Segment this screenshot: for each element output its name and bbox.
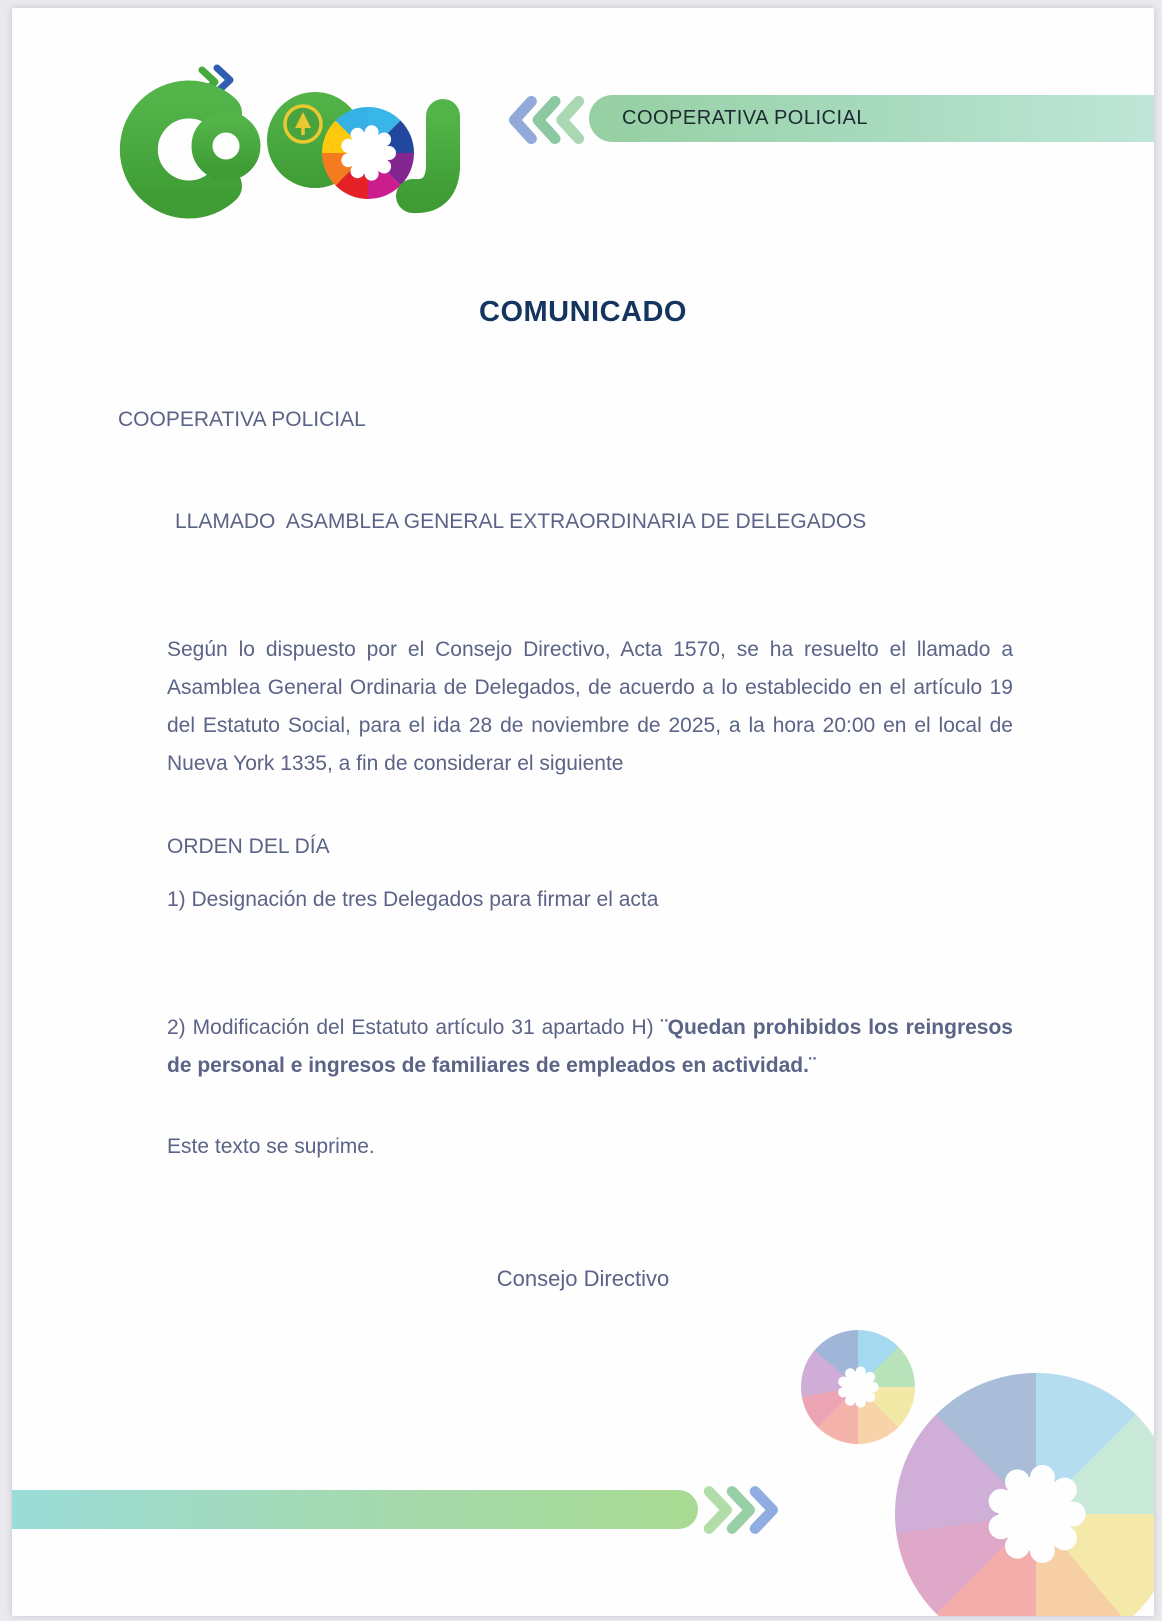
page-title: COMUNICADO: [479, 296, 687, 328]
banner-label: COOPERATIVA POLICIAL: [622, 107, 868, 129]
document-page: [12, 8, 1154, 1616]
header-banner: [12, 95, 1154, 143]
banner-chevrons-icon: [506, 97, 582, 143]
banner-pill: [589, 95, 1154, 142]
bottom-gradient-bar: [12, 1490, 698, 1529]
gear-icon: [832, 1361, 884, 1413]
org-line: COOPERATIVA POLICIAL: [118, 408, 366, 431]
closing-note: Este texto se suprime.: [167, 1135, 375, 1158]
agenda-item-2-bold: ¨Quedan prohibidos los reingresos de personal e ingresos de familiares de empleados en actividad.¨: [167, 1016, 1013, 1077]
signature: Consejo Directivo: [496, 1266, 670, 1291]
section-heading: LLAMADO ASAMBLEA GENERAL EXTRAORDINARIA DE DELEGADOS: [175, 510, 867, 533]
puzzle-decoration-small: [801, 1330, 915, 1444]
agenda-item-2-text: 2) Modificación del Estatuto artículo 31 apartado H): [167, 1016, 661, 1039]
gear-icon: [974, 1452, 1098, 1576]
bottom-chevrons-icon: [702, 1487, 778, 1533]
agenda-item-1: 1) Designación de tres Delegados para firmar el acta: [167, 888, 659, 911]
body-paragraph: Según lo dispuesto por el Consejo Directivo, Acta 1570, se ha resuelto el llamado a Asamblea General Ordinaria de Delegados, de acuerdo a lo establecido en el artículo 19 del Estatuto Social, para el ida 28 de noviembre de 2025, a la hora 20:00 en el local de Nueva York 1335, a fin de considerar el siguiente: [167, 638, 1013, 775]
puzzle-decoration-large: [895, 1373, 1154, 1616]
agenda-item-2: [167, 1009, 1013, 1085]
orden-heading: ORDEN DEL DÍA: [167, 835, 330, 858]
